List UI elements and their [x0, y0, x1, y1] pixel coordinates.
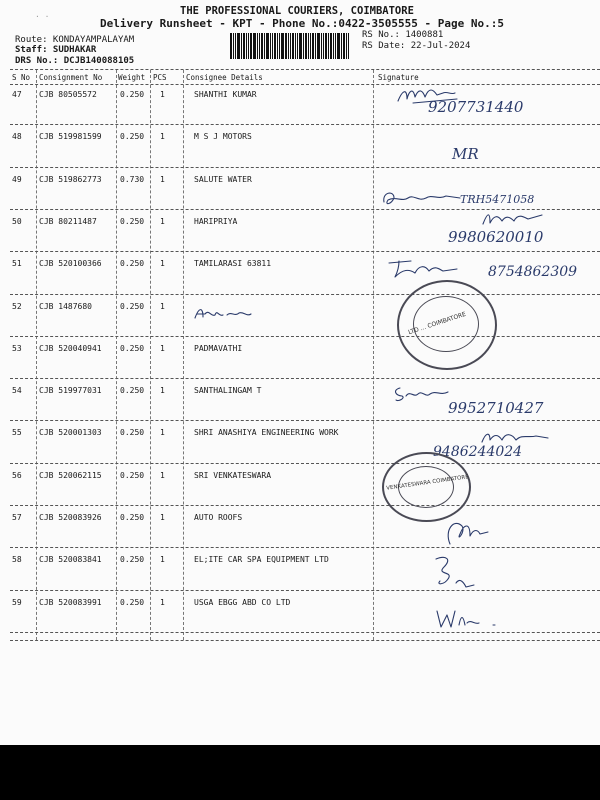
- handwritten-phone-54: 9952710427: [448, 399, 544, 417]
- cell-pcs: 1: [160, 174, 165, 184]
- cell-sno: 52: [12, 301, 22, 311]
- cell-weight: 0.250: [120, 132, 145, 142]
- col-header-consignee: Consignee Details: [186, 73, 263, 82]
- row-separator: [10, 505, 600, 506]
- col-header-pcs: PCS: [153, 73, 167, 82]
- cell-sno: 58: [12, 555, 22, 565]
- row-separator: [10, 378, 600, 379]
- col-header-consignment: Consignment No: [39, 73, 103, 82]
- cell-pcs: 1: [160, 343, 165, 353]
- scan-bottom-band: [0, 745, 600, 800]
- cell-weight: 0.250: [120, 216, 145, 226]
- cell-sno: 54: [12, 386, 22, 396]
- cell-consignee-name: PADMAVATHI: [194, 343, 243, 353]
- company-stamp-1: [397, 280, 497, 370]
- row-separator: [10, 336, 600, 337]
- route-label: Route: KONDAYAMPALAYAM: [15, 35, 135, 45]
- rs-number: RS No.: 1400881: [362, 30, 444, 40]
- cell-sno: 53: [12, 343, 22, 353]
- rs-date: RS Date: 22-Jul-2024: [362, 41, 471, 51]
- row-separator: [10, 167, 600, 168]
- cell-consignment-no: CJB 520083926: [39, 513, 102, 522]
- row-separator: [10, 463, 600, 464]
- cell-weight: 0.250: [120, 343, 145, 353]
- cell-consignee-name: SANTHALINGAM T: [194, 386, 262, 396]
- col-header-sno: S No: [12, 73, 31, 82]
- cell-weight: 0.250: [120, 259, 145, 269]
- cell-weight: 0.250: [120, 386, 145, 396]
- cell-consignment-no: CJB 519981599: [39, 132, 102, 142]
- cell-consignee-name: USGA EBGG ABD CO LTD: [194, 597, 291, 607]
- cell-pcs: 1: [160, 513, 165, 522]
- document-subtitle: Delivery Runsheet - KPT - Phone No.:0422-3505555 - Page No.:5: [100, 17, 504, 30]
- cell-consignee-name: TAMILARASI 63811: [194, 259, 272, 269]
- row-separator: [10, 124, 600, 125]
- row-separator: [10, 294, 600, 295]
- cell-sno: 51: [12, 259, 22, 269]
- staff-label: Staff: SUDHAKAR: [15, 45, 97, 55]
- stamp-1-text: LTD ... COIMBATORE: [407, 310, 467, 337]
- cell-consignee-name: SHANTHI KUMAR: [194, 90, 257, 99]
- cell-weight: 0.250: [120, 555, 145, 565]
- cell-pcs: 1: [160, 90, 165, 99]
- row-separator: [10, 590, 600, 591]
- stamp-2-text: VENKATESWARA COIMBATORE: [385, 474, 470, 492]
- cell-sno: 48: [12, 132, 22, 142]
- handwritten-phone-47: 9207731440: [428, 98, 524, 116]
- cell-consignment-no: CJB 520083841: [39, 555, 102, 565]
- cell-consignee-name: SHRI ANASHIYA ENGINEERING WORK: [194, 428, 339, 438]
- scan-specks: · ·: [35, 12, 50, 21]
- consignee-handwriting-52: [193, 305, 253, 321]
- cell-consignment-no: CJB 1487680: [39, 301, 92, 311]
- cell-sno: 59: [12, 597, 22, 607]
- cell-pcs: 1: [160, 555, 165, 565]
- cell-weight: 0.250: [120, 301, 145, 311]
- barcode: [230, 33, 355, 59]
- cell-consignment-no: CJB 80211487: [39, 216, 97, 226]
- cell-consignment-no: CJB 520100366: [39, 259, 102, 269]
- company-stamp-2: [382, 452, 471, 522]
- cell-weight: 0.250: [120, 597, 145, 607]
- table-end-rule: [10, 640, 600, 641]
- cell-consignment-no: CJB 520062115: [39, 470, 102, 480]
- handwritten-phone-51: 8754862309: [488, 264, 578, 280]
- handwritten-sign-48: MR: [452, 145, 479, 163]
- document-title: THE PROFESSIONAL COURIERS, COIMBATORE: [180, 5, 414, 17]
- cell-weight: 0.250: [120, 428, 145, 438]
- handwritten-phone-55: 9486244024: [433, 444, 523, 460]
- cell-consignee-name: AUTO ROOFS: [194, 513, 243, 522]
- col-header-weight: Weight: [118, 73, 146, 82]
- cell-sno: 55: [12, 428, 22, 438]
- signature-row-49: [380, 188, 470, 210]
- signature-row-57: [440, 514, 495, 549]
- cell-consignment-no: CJB 519977031: [39, 386, 102, 396]
- cell-pcs: 1: [160, 386, 165, 396]
- signature-row-58: [426, 553, 486, 593]
- cell-consignment-no: CJB 520083991: [39, 597, 102, 607]
- header-rule-top: [10, 69, 600, 70]
- cell-pcs: 1: [160, 216, 165, 226]
- cell-weight: 0.250: [120, 90, 145, 99]
- cell-weight: 0.250: [120, 513, 145, 522]
- cell-consignment-no: CJB 80505572: [39, 90, 97, 99]
- cell-sno: 49: [12, 174, 22, 184]
- cell-weight: 0.730: [120, 174, 145, 184]
- cell-pcs: 1: [160, 259, 165, 269]
- row-separator: [10, 251, 600, 252]
- handwritten-phone-50: 9980620010: [448, 228, 544, 246]
- cell-pcs: 1: [160, 597, 165, 607]
- cell-pcs: 1: [160, 428, 165, 438]
- cell-consignment-no: CJB 520001303: [39, 428, 102, 438]
- row-separator: [10, 420, 600, 421]
- cell-weight: 0.250: [120, 470, 145, 480]
- header-rule-bottom: [10, 84, 600, 85]
- signature-row-50: [480, 209, 550, 229]
- cell-consignee-name: HARIPRIYA: [194, 216, 238, 226]
- cell-consignee-name: SALUTE WATER: [194, 174, 252, 184]
- handwritten-number-49: TRH5471058: [460, 193, 535, 206]
- drs-number: DRS No.: DCJB140088105: [15, 56, 135, 66]
- cell-pcs: 1: [160, 132, 165, 142]
- signature-row-59: [433, 605, 513, 633]
- cell-consignee-name: EL;ITE CAR SPA EQUIPMENT LTD: [194, 555, 329, 565]
- cell-sno: 50: [12, 216, 22, 226]
- row-separator: [10, 547, 600, 548]
- signature-row-51: [385, 257, 480, 281]
- cell-sno: 47: [12, 90, 22, 99]
- cell-consignment-no: CJB 520040941: [39, 343, 102, 353]
- cell-consignee-name: SRI VENKATESWARA: [194, 470, 272, 480]
- cell-sno: 56: [12, 470, 22, 480]
- cell-consignment-no: CJB 519862773: [39, 174, 102, 184]
- cell-pcs: 1: [160, 301, 165, 311]
- cell-consignee-name: M S J MOTORS: [194, 132, 252, 142]
- col-header-signature: Signature: [378, 73, 419, 82]
- cell-sno: 57: [12, 513, 22, 522]
- cell-pcs: 1: [160, 470, 165, 480]
